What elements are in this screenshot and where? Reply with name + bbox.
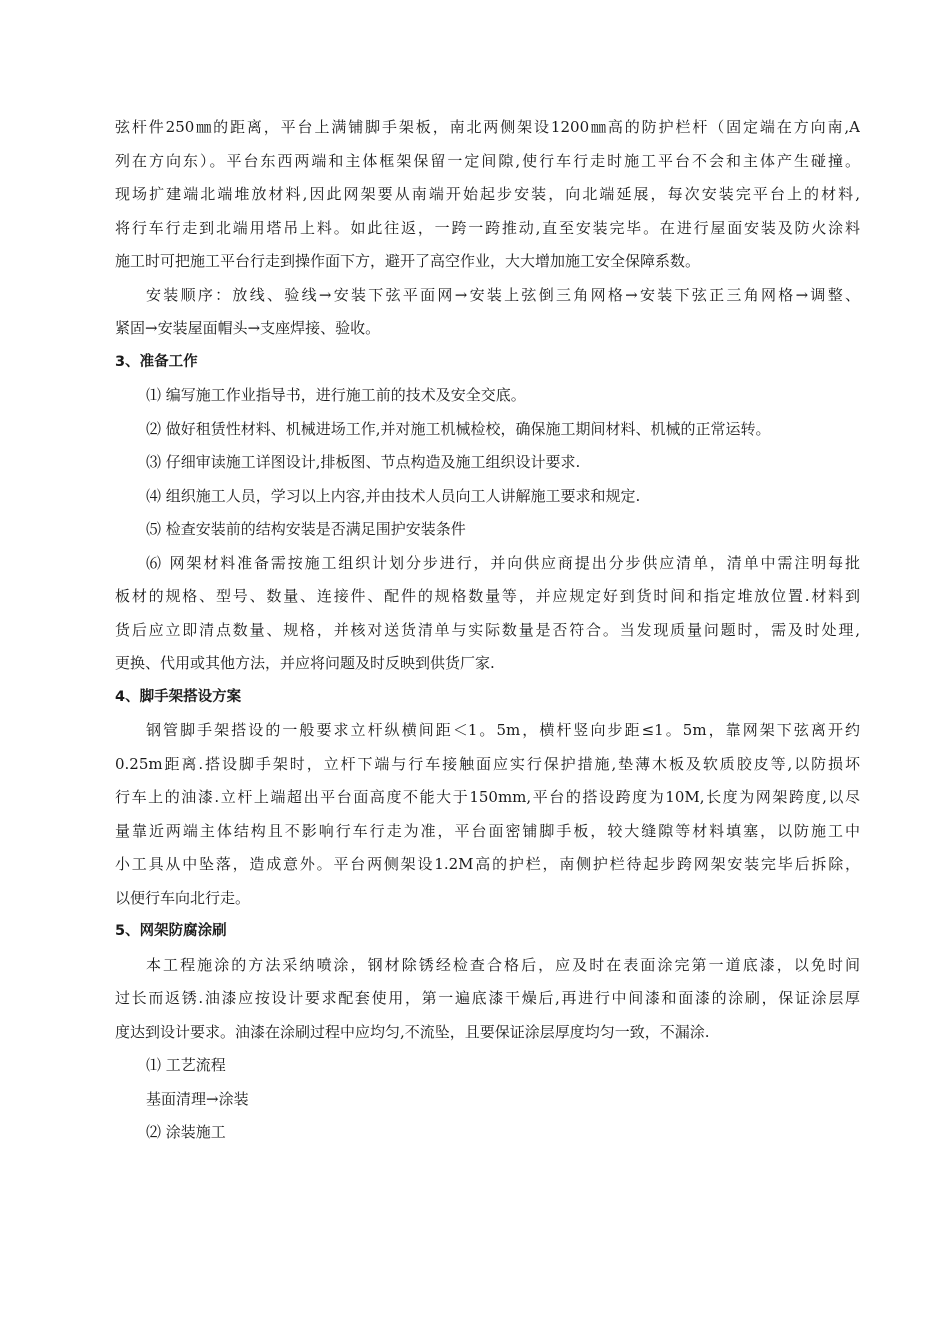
paragraph-line: 弦杆件250㎜的距离，平台上满铺脚手架板，南北两侧架设1200㎜高的防护栏杆（固定端在方向南,A: [115, 118, 860, 136]
paragraph-line: 以便行车向北行走。: [115, 888, 251, 907]
list-item: 基面清理→涂装: [146, 1089, 249, 1108]
section-heading: 3、准备工作: [115, 353, 198, 370]
paragraph-line: 度达到设计要求。油漆在涂刷过程中应均匀,不流坠，且要保证涂层厚度均匀一致，不漏涂.: [115, 1022, 710, 1041]
list-item: ⑴ 工艺流程: [146, 1056, 226, 1074]
section-heading: 5、网架防腐涂刷: [115, 923, 227, 939]
paragraph-line: 小工具从中坠落，造成意外。平台两侧架设1.2M高的护栏，南侧护栏待起步跨网架安装完毕后拆除，: [115, 855, 860, 873]
section-heading: 4、脚手架搭设方案: [115, 688, 242, 705]
paragraph-line: 将行车行走到北端用塔吊上料。如此往返，一跨一跨推动,直至安装完毕。在进行屋面安装及防火涂料: [115, 218, 860, 237]
paragraph-line: 货后应立即清点数量、规格，并核对送货清单与实际数量是否符合。当发现质量问题时，需及时处理,: [115, 620, 860, 639]
list-item: ⑴ 编写施工作业指导书，进行施工前的技术及安全交底。: [146, 386, 526, 404]
paragraph-line: 板材的规格、型号、数量、连接件、配件的规格数量等，并应规定好到货时间和指定堆放位置.材料到: [115, 587, 860, 605]
paragraph-line: 行车上的油漆.立杆上端超出平台面高度不能大于150mm,平台的搭设跨度为10M,长度为网架跨度,以尽: [115, 788, 860, 806]
list-item: ⑵ 涂装施工: [146, 1123, 226, 1141]
paragraph-line: 现场扩建端北端堆放材料,因此网架要从南端开始起步安装，向北端延展，每次安装完平台上的材料,: [115, 185, 860, 203]
paragraph-line: 钢管脚手架搭设的一般要求立杆纵横间距＜1。5m，横杆竖向步距≤1。5m，靠网架下弦离开约: [146, 721, 860, 739]
list-item: ⑶ 仔细审读施工详图设计,排板图、节点构造及施工组织设计要求.: [146, 453, 581, 471]
paragraph-line: 列在方向东）。平台东西两端和主体框架保留一定间隙,使行车行走时施工平台不会和主体产生碰撞。: [115, 151, 860, 170]
paragraph-line: 0.25m距离.搭设脚手架时，立杆下端与行车接触面应实行保护措施,垫薄木板及软质胶皮等,以防损坏: [115, 754, 860, 773]
list-item: ⑷ 组织施工人员，学习以上内容,并由技术人员向工人讲解施工要求和规定.: [146, 486, 641, 505]
paragraph-line: 施工时可把施工平台行走到操作面下方，避开了高空作业，大大增加施工安全保障系数。: [115, 252, 701, 270]
paragraph-line: 紧固→安装屋面帽头→支座焊接、验收。: [115, 319, 381, 337]
list-item: ⑵ 做好租赁性材料、机械进场工作,并对施工机械检校，确保施工期间材料、机械的正常运转。: [146, 419, 771, 438]
paragraph-line: 安装顺序：放线、验线→安装下弦平面网→安装上弦倒三角网格→安装下弦正三角网格→调整、: [146, 285, 860, 304]
paragraph-line: 本工程施涂的方法采纳喷涂，钢材除锈经检查合格后，应及时在表面涂完第一道底漆，以免时间: [146, 955, 860, 974]
document-page: [115, 118, 860, 1157]
list-item: ⑸ 检查安装前的结构安装是否满足围护安装条件: [146, 520, 466, 538]
paragraph-line: 量靠近两端主体结构且不影响行车行走为准，平台面密铺脚手板，较大缝隙等材料填塞，以防施工中: [115, 821, 860, 840]
paragraph-line: 更换、代用或其他方法，并应将问题及时反映到供货厂家.: [115, 654, 495, 672]
paragraph-line: 过长而返锈.油漆应按设计要求配套使用，第一遍底漆干燥后,再进行中间漆和面漆的涂刷，保证涂层厚: [115, 989, 860, 1007]
list-item: ⑹ 网架材料准备需按施工组织计划分步进行，并向供应商提出分步供应清单，清单中需注明每批: [146, 553, 860, 572]
